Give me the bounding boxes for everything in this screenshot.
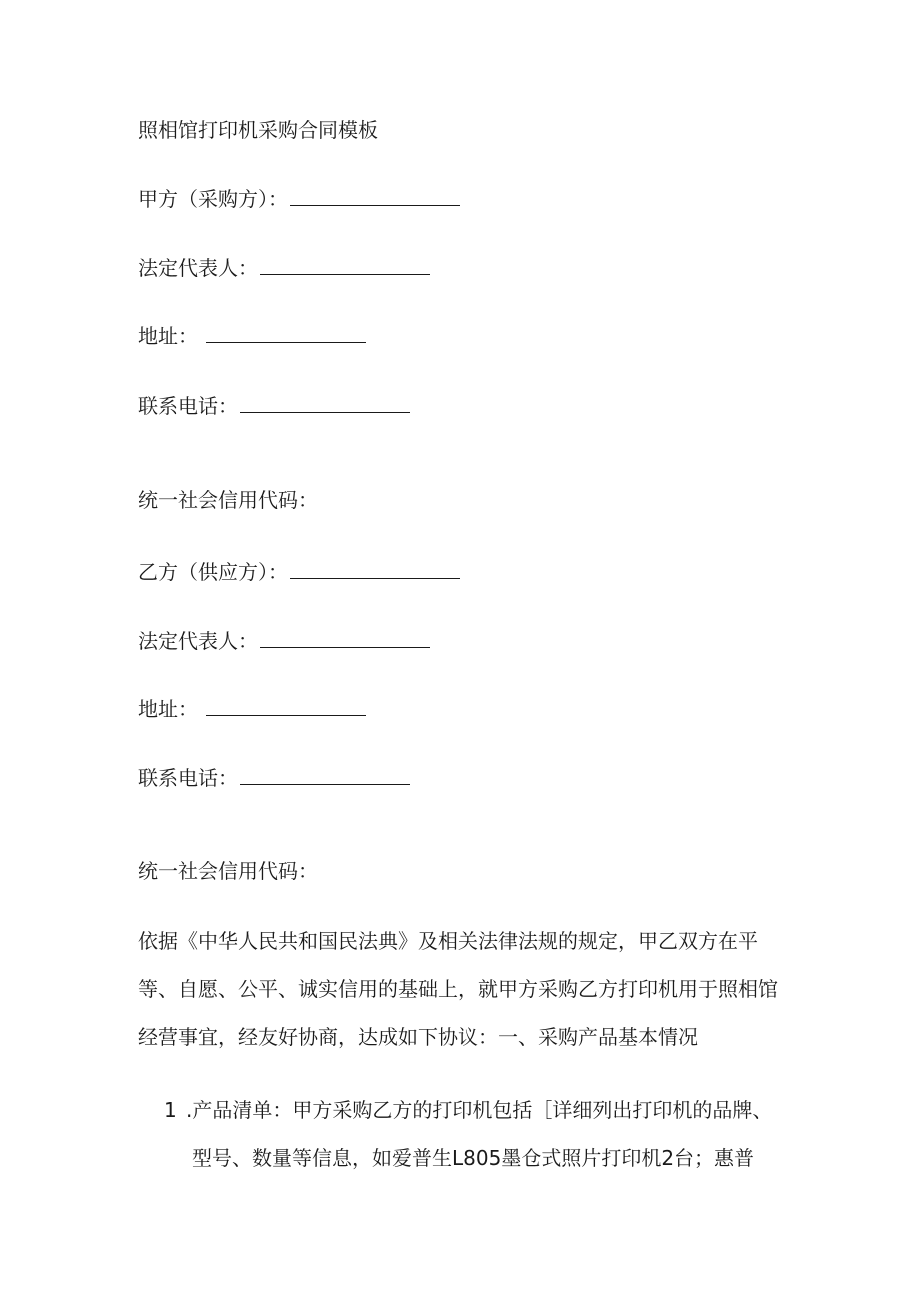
party-b-blank[interactable] [290,558,460,579]
party-a-label: 甲方（采购方）： [138,187,288,211]
party-a-blank[interactable] [290,185,460,206]
party-a-phone-label: 联系电话： [138,394,238,418]
item-1-line: 型号、数量等信息，如爱普生L805墨仓式照片打印机2台；惠普 [192,1146,755,1170]
party-b-phone-line [138,764,410,792]
party-b-rep-label: 法定代表人： [138,629,258,653]
document-title: 照相馆打印机采购合同模板 [138,118,378,142]
party-a-address-blank[interactable] [206,322,366,343]
party-a-rep-line [138,254,430,282]
party-a-line [138,185,460,213]
item-1-line: .产品清单：甲方采购乙方的打印机包括［详细列出打印机的品牌、 [186,1098,773,1122]
party-b-phone-label: 联系电话： [138,766,238,790]
party-a-rep-label: 法定代表人： [138,256,258,280]
item-1-number: 1 [164,1098,177,1122]
intro-line: 依据《中华人民共和国民法典》及相关法律法规的规定，甲乙双方在平 [138,929,758,953]
party-b-rep-line [138,627,430,655]
party-b-phone-blank[interactable] [240,764,410,785]
party-a-address-label: 地址： [138,324,198,348]
party-b-credit-code-label: 统一社会信用代码： [138,859,318,883]
intro-line: 等、自愿、公平、诚实信用的基础上，就甲方采购乙方打印机用于照相馆 [138,977,778,1001]
party-a-credit-code-label: 统一社会信用代码： [138,488,318,512]
party-b-label: 乙方（供应方）： [138,560,288,584]
party-a-phone-blank[interactable] [240,392,410,413]
party-b-address-line [138,695,366,723]
intro-paragraph [138,917,788,1061]
party-b-line [138,558,460,586]
intro-line: 经营事宜，经友好协商，达成如下协议：一、采购产品基本情况 [138,1025,698,1049]
party-b-address-label: 地址： [138,697,198,721]
party-a-address-line [138,322,366,350]
party-a-rep-blank[interactable] [260,254,430,275]
party-b-address-blank[interactable] [206,695,366,716]
party-b-rep-blank[interactable] [260,627,430,648]
party-a-phone-line [138,392,410,420]
party-b-credit-code-line [138,857,318,885]
party-a-credit-code-line [138,486,318,514]
